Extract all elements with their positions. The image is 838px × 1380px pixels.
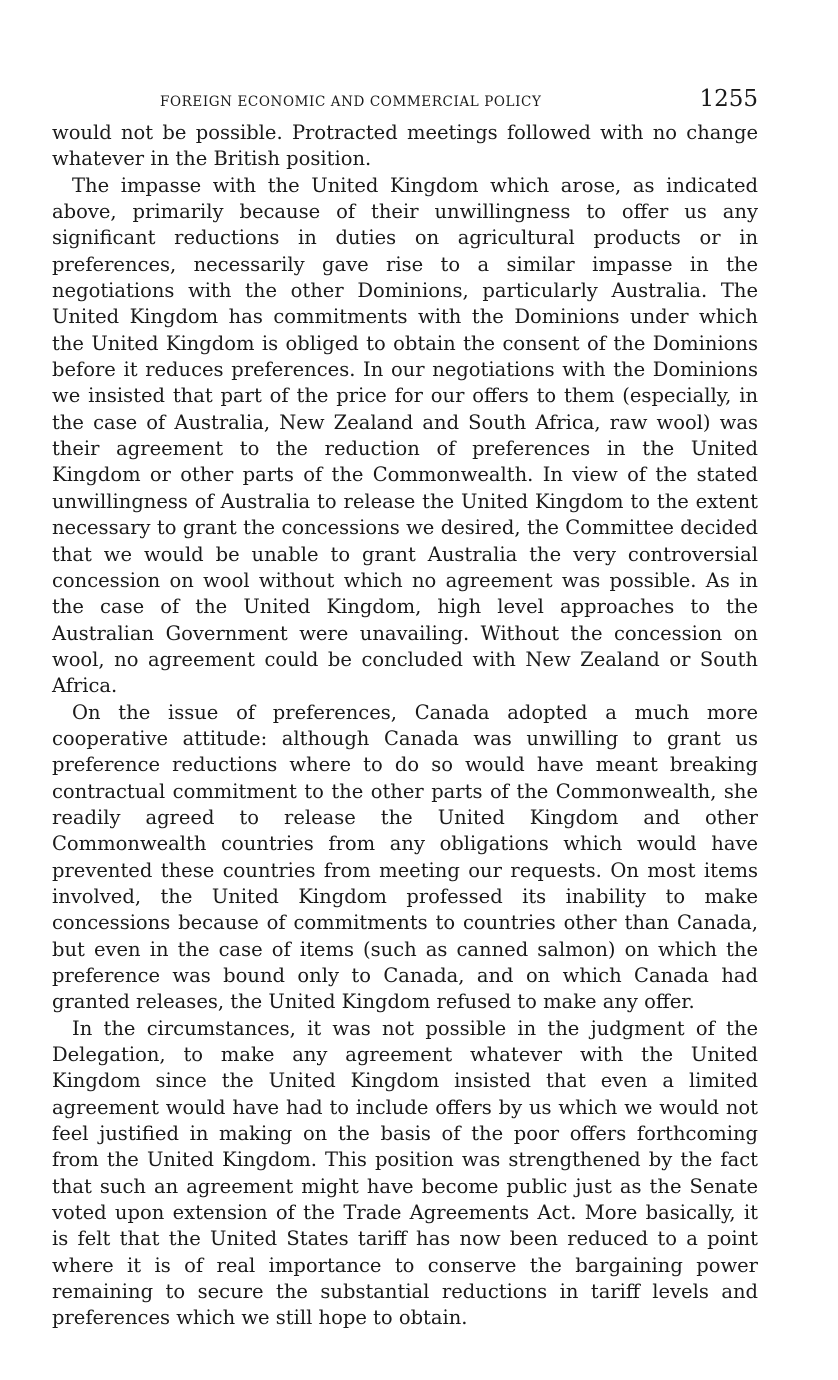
running-title: FOREIGN ECONOMIC AND COMMERCIAL POLICY (160, 94, 542, 110)
paragraph-circumstances: In the circumstances, it was not possible in the judgment of the Delegation, to make any agreement whatever with the United Kingdom since the United Kingdom insisted that even a limited agreement would have had to include offers by us which we would not feel justified in making on the basis of the poor offers forthcoming from the United Kingdom. This position was strengthened by the fact that such an agreement might have become public just as the Senate voted upon extension of the Trade Agreements Act. More basically, it is felt that the United States tariff has now been reduced to a point where it is of real importance to conserve the bargaining power remaining to secure the substantial reductions in tariff levels and preferences which we still hope to obtain. (52, 1016, 758, 1330)
paragraph-canada-preferences: On the issue of preferences, Canada adopted a much more cooperative attitude: although Canada was unwilling to grant us preference reductions where to do so would have meant breaking contractual commitment to the other parts of the Commonwealth, she readily agreed to release the United Kingdom and other Commonwealth countries from any obligations which would have prevented these countries from meeting our requests. On most items involved, the United Kingdom professed its inability to make concessions because of commitments to countries other than Canada, but even in the case of items (such as canned salmon) on which the preference was bound only to Canada, and on which Canada had granted releases, the United Kingdom refused to make any offer. (52, 700, 758, 1014)
page-number: 1255 (699, 86, 758, 112)
document-page (52, 86, 758, 1332)
paragraph-continued: would not be possible. Protracted meetings followed with no change whatever in the British position. (52, 121, 758, 171)
paragraph-impasse: The impasse with the United Kingdom which arose, as indicated above, primarily because of their unwillingness to offer us any significant reductions in duties on agricultural products or in preferences, necessarily gave rise to a similar impasse in the negotiations with the other Dominions, particularly Australia. The United Kingdom has commitments with the Dominions under which the United Kingdom is obliged to obtain the consent of the Dominions before it reduces preferences. In our negotiations with the Dominions we insisted that part of the price for our offers to them (especially, in the case of Australia, New Zealand and South Africa, raw wool) was their agreement to the reduction of preferences in the United Kingdom or other parts of the Commonwealth. In view of the stated unwillingness of Australia to release the United Kingdom to the extent necessary to grant the concessions we desired, the Committee decided that we would be unable to grant Australia the very controversial concession on wool without which no agreement was possible. As in the case of the United Kingdom, high level approaches to the Australian Government were unavailing. Without the concession on wool, no agreement could be concluded with New Zealand or South Africa. (52, 173, 758, 698)
body-text (52, 120, 758, 1332)
running-head (52, 86, 758, 120)
